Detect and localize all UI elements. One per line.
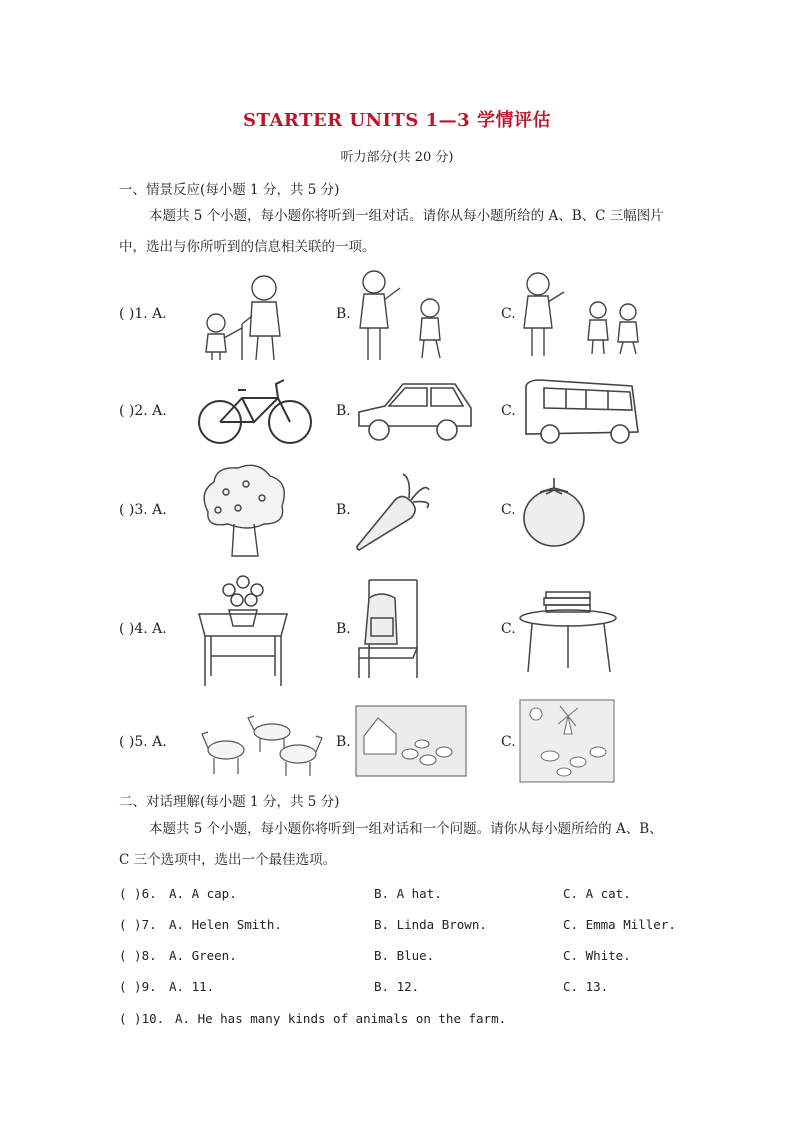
question-3-option-c: C. — [501, 502, 516, 518]
question-10-number: ( )10. — [119, 1011, 165, 1026]
flowers-on-table-image[interactable] — [197, 572, 289, 688]
question-1-number: ( )1. A. — [119, 306, 167, 322]
question-4-option-b: B. — [336, 621, 351, 637]
tomato-image[interactable] — [520, 474, 590, 550]
schoolbag-on-chair-image[interactable] — [355, 578, 423, 682]
question-2-option-c: C. — [501, 403, 516, 419]
question-6-option-c[interactable]: C. A cat. — [563, 886, 631, 901]
farm-with-windmill-and-rabbits-image[interactable] — [520, 700, 614, 782]
grandpa-and-girl-image[interactable] — [196, 268, 296, 363]
section2-instructions-line1: 本题共 5 个小题，每小题你将听到一组对话和一个问题。请你从每小题所给的 A、B、 — [149, 821, 663, 837]
bicycle-image[interactable] — [198, 376, 313, 448]
question-7-number: ( )7. — [119, 917, 157, 932]
section1-heading: 一、情景反应(每小题 1 分，共 5 分) — [119, 182, 340, 198]
question-7-option-a[interactable]: A. Helen Smith. — [169, 917, 282, 932]
question-4-option-c: C. — [501, 621, 516, 637]
question-1-option-c: C. — [501, 306, 516, 322]
section1-instructions-line2: 中，选出与你所听到的信息相关联的一项。 — [119, 239, 376, 255]
question-2-option-b: B. — [336, 403, 351, 419]
question-1-option-b: B. — [336, 306, 351, 322]
question-9-number: ( )9. — [119, 979, 157, 994]
section2-instructions-line2: C 三个选项中，选出一个最佳选项。 — [119, 852, 337, 868]
question-8-number: ( )8. — [119, 948, 157, 963]
question-6-option-b[interactable]: B. A hat. — [374, 886, 442, 901]
question-6-number: ( )6. — [119, 886, 157, 901]
question-10-option-a[interactable]: A. He has many kinds of animals on the farm. — [175, 1011, 507, 1026]
woman-and-two-girls-image[interactable] — [520, 270, 645, 360]
question-7-option-c[interactable]: C. Emma Miller. — [563, 917, 676, 932]
question-8-option-a[interactable]: A. Green. — [169, 948, 237, 963]
question-6-option-a[interactable]: A. A cap. — [169, 886, 237, 901]
question-9-option-a[interactable]: A. 11. — [169, 979, 215, 994]
question-5-option-c: C. — [501, 734, 516, 750]
question-8-option-b[interactable]: B. Blue. — [374, 948, 435, 963]
carrot-image[interactable] — [355, 472, 435, 554]
bus-image[interactable] — [520, 378, 640, 444]
woman-waving-to-boy-image[interactable] — [352, 266, 452, 363]
question-3-option-b: B. — [336, 502, 351, 518]
question-9-option-b[interactable]: B. 12. — [374, 979, 420, 994]
question-9-option-c[interactable]: C. 13. — [563, 979, 609, 994]
horses-image[interactable] — [196, 704, 328, 780]
page-title: STARTER UNITS 1—3 学情评估 — [243, 110, 551, 131]
farmhouse-with-pigs-image[interactable] — [356, 706, 466, 776]
apple-tree-image[interactable] — [198, 462, 288, 560]
section1-instructions-line1: 本题共 5 个小题，每小题你将听到一组对话。请你从每小题所给的 A、B、C 三幅图片 — [149, 208, 664, 224]
section2-heading: 二、对话理解(每小题 1 分，共 5 分) — [119, 794, 340, 810]
question-3-number: ( )3. A. — [119, 502, 167, 518]
question-5-option-b: B. — [336, 734, 351, 750]
section1-instructions — [119, 201, 679, 263]
question-4-number: ( )4. A. — [119, 621, 167, 637]
section2-instructions — [119, 814, 679, 876]
car-image[interactable] — [355, 378, 475, 444]
question-8-option-c[interactable]: C. White. — [563, 948, 631, 963]
question-2-number: ( )2. A. — [119, 403, 167, 419]
books-on-round-table-image[interactable] — [518, 588, 620, 676]
listening-subtitle: 听力部分(共 20 分) — [340, 150, 454, 165]
question-7-option-b[interactable]: B. Linda Brown. — [374, 917, 487, 932]
question-5-number: ( )5. A. — [119, 734, 167, 750]
